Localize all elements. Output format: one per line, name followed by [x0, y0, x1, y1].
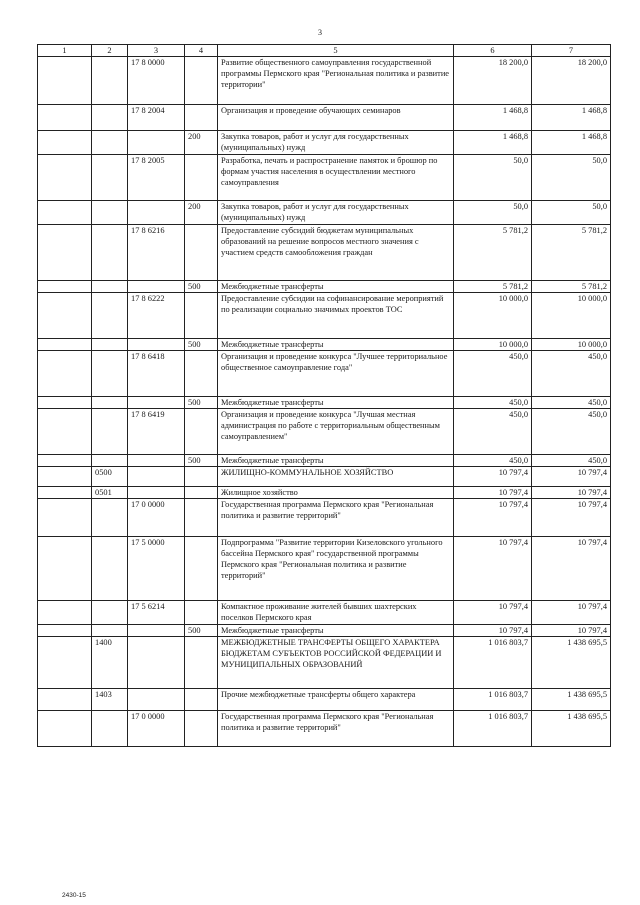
col-1-cell	[38, 409, 92, 455]
target-code-cell: 17 5 0000	[128, 537, 185, 601]
table-row	[38, 201, 611, 225]
col-1-cell	[38, 57, 92, 105]
table-row	[38, 57, 611, 105]
section-code-cell	[92, 201, 128, 225]
page-number: 3	[318, 28, 322, 37]
amount-2015-cell: 1 016 803,7	[454, 689, 532, 711]
table-row	[38, 637, 611, 689]
description-cell: Межбюджетные трансферты	[218, 339, 454, 351]
table-row	[38, 625, 611, 637]
col-1-cell	[38, 601, 92, 625]
section-code-cell	[92, 499, 128, 537]
description-cell: Организация и проведение обучающих семинаров	[218, 105, 454, 131]
section-code-cell	[92, 625, 128, 637]
col-1-cell	[38, 131, 92, 155]
section-code-cell	[92, 711, 128, 747]
table-row	[38, 105, 611, 131]
amount-2015-cell: 10 797,4	[454, 537, 532, 601]
header-col-4: 4	[185, 45, 218, 57]
amount-2016-cell: 10 797,4	[532, 537, 611, 601]
amount-2016-cell: 450,0	[532, 455, 611, 467]
section-code-cell	[92, 601, 128, 625]
amount-2016-cell: 1 468,8	[532, 131, 611, 155]
description-cell: ЖИЛИЩНО-КОММУНАЛЬНОЕ ХОЗЯЙСТВО	[218, 467, 454, 487]
amount-2016-cell: 10 797,4	[532, 467, 611, 487]
amount-2015-cell: 5 781,2	[454, 281, 532, 293]
header-col-2: 2	[92, 45, 128, 57]
target-code-cell	[128, 339, 185, 351]
amount-2015-cell: 5 781,2	[454, 225, 532, 281]
expense-type-cell	[185, 467, 218, 487]
expense-type-cell	[185, 351, 218, 397]
amount-2016-cell: 10 797,4	[532, 487, 611, 499]
col-1-cell	[38, 467, 92, 487]
amount-2015-cell: 450,0	[454, 409, 532, 455]
col-1-cell	[38, 397, 92, 409]
amount-2015-cell: 10 000,0	[454, 293, 532, 339]
section-code-cell	[92, 455, 128, 467]
amount-2015-cell: 1 016 803,7	[454, 637, 532, 689]
target-code-cell	[128, 487, 185, 499]
amount-2016-cell: 5 781,2	[532, 225, 611, 281]
target-code-cell	[128, 455, 185, 467]
table-row	[38, 467, 611, 487]
amount-2016-cell: 10 797,4	[532, 625, 611, 637]
section-code-cell	[92, 57, 128, 105]
description-cell: Закупка товаров, работ и услуг для государственных (муниципальных) нужд	[218, 131, 454, 155]
amount-2015-cell: 10 797,4	[454, 625, 532, 637]
expense-type-cell	[185, 293, 218, 339]
target-code-cell: 17 8 6216	[128, 225, 185, 281]
amount-2015-cell: 10 797,4	[454, 499, 532, 537]
target-code-cell: 17 0 0000	[128, 711, 185, 747]
section-code-cell	[92, 397, 128, 409]
expense-type-cell	[185, 409, 218, 455]
col-1-cell	[38, 339, 92, 351]
section-code-cell: 1400	[92, 637, 128, 689]
table-row	[38, 487, 611, 499]
amount-2015-cell: 10 797,4	[454, 487, 532, 499]
col-1-cell	[38, 625, 92, 637]
target-code-cell	[128, 689, 185, 711]
expense-type-cell	[185, 499, 218, 537]
expense-type-cell	[185, 537, 218, 601]
amount-2015-cell: 10 797,4	[454, 467, 532, 487]
section-code-cell	[92, 537, 128, 601]
col-1-cell	[38, 711, 92, 747]
col-1-cell	[38, 351, 92, 397]
description-cell: Предоставление субсидии на софинансирование мероприятий по реализации социально значимых проектов ТОС	[218, 293, 454, 339]
amount-2015-cell: 10 000,0	[454, 339, 532, 351]
amount-2015-cell: 1 016 803,7	[454, 711, 532, 747]
col-1-cell	[38, 487, 92, 499]
expense-type-cell	[185, 225, 218, 281]
description-cell: Межбюджетные трансферты	[218, 455, 454, 467]
description-cell: Межбюджетные трансферты	[218, 625, 454, 637]
section-code-cell	[92, 351, 128, 397]
target-code-cell	[128, 201, 185, 225]
table-row	[38, 601, 611, 625]
section-code-cell: 0501	[92, 487, 128, 499]
expense-type-cell: 500	[185, 455, 218, 467]
table-row	[38, 339, 611, 351]
amount-2016-cell: 10 797,4	[532, 601, 611, 625]
expense-type-cell	[185, 601, 218, 625]
description-cell: Государственная программа Пермского края "Региональная политика и развитие территорий"	[218, 499, 454, 537]
table-row	[38, 455, 611, 467]
target-code-cell	[128, 637, 185, 689]
target-code-cell: 17 8 2005	[128, 155, 185, 201]
amount-2016-cell: 1 438 695,5	[532, 689, 611, 711]
amount-2015-cell: 1 468,8	[454, 105, 532, 131]
table-row	[38, 537, 611, 601]
expense-type-cell: 200	[185, 131, 218, 155]
amount-2016-cell: 450,0	[532, 351, 611, 397]
header-col-7: 7	[532, 45, 611, 57]
description-cell: Прочие межбюджетные трансферты общего характера	[218, 689, 454, 711]
section-code-cell	[92, 155, 128, 201]
section-code-cell	[92, 293, 128, 339]
expense-type-cell: 500	[185, 397, 218, 409]
amount-2015-cell: 450,0	[454, 397, 532, 409]
amount-2016-cell: 5 781,2	[532, 281, 611, 293]
target-code-cell	[128, 131, 185, 155]
amount-2016-cell: 50,0	[532, 201, 611, 225]
amount-2016-cell: 18 200,0	[532, 57, 611, 105]
section-code-cell	[92, 409, 128, 455]
section-code-cell	[92, 281, 128, 293]
col-1-cell	[38, 537, 92, 601]
section-code-cell	[92, 105, 128, 131]
col-1-cell	[38, 499, 92, 537]
target-code-cell	[128, 625, 185, 637]
header-col-1: 1	[38, 45, 92, 57]
target-code-cell: 17 8 2004	[128, 105, 185, 131]
description-cell: МЕЖБЮДЖЕТНЫЕ ТРАНСФЕРТЫ ОБЩЕГО ХАРАКТЕРА БЮДЖЕТАМ СУБЪЕКТОВ РОССИЙСКОЙ ФЕДЕРАЦИИ И МУНИЦИПАЛЬНЫХ ОБРАЗОВАНИЙ	[218, 637, 454, 689]
description-cell: Межбюджетные трансферты	[218, 281, 454, 293]
amount-2015-cell: 450,0	[454, 351, 532, 397]
header-col-6: 6	[454, 45, 532, 57]
amount-2015-cell: 18 200,0	[454, 57, 532, 105]
budget-table	[37, 44, 611, 747]
description-cell: Государственная программа Пермского края "Региональная политика и развитие территорий"	[218, 711, 454, 747]
table-header-row	[38, 45, 611, 57]
section-code-cell	[92, 131, 128, 155]
amount-2016-cell: 1 438 695,5	[532, 711, 611, 747]
amount-2015-cell: 50,0	[454, 155, 532, 201]
amount-2016-cell: 10 000,0	[532, 339, 611, 351]
section-code-cell: 0500	[92, 467, 128, 487]
target-code-cell: 17 8 6222	[128, 293, 185, 339]
target-code-cell	[128, 467, 185, 487]
amount-2015-cell: 450,0	[454, 455, 532, 467]
table-row	[38, 397, 611, 409]
description-cell: Подпрограмма "Развитие территории Кизеловского угольного бассейна Пермского края" государственной программы Пермского края "Региональная политика и развитие территорий"	[218, 537, 454, 601]
expense-type-cell: 500	[185, 281, 218, 293]
description-cell: Развитие общественного самоуправления государственной программы Пермского края "Региональная политика и развитие территории"	[218, 57, 454, 105]
description-cell: Закупка товаров, работ и услуг для государственных (муниципальных) нужд	[218, 201, 454, 225]
col-1-cell	[38, 455, 92, 467]
section-code-cell: 1403	[92, 689, 128, 711]
target-code-cell	[128, 281, 185, 293]
col-1-cell	[38, 105, 92, 131]
amount-2016-cell: 10 797,4	[532, 499, 611, 537]
col-1-cell	[38, 201, 92, 225]
col-1-cell	[38, 225, 92, 281]
col-1-cell	[38, 293, 92, 339]
expense-type-cell	[185, 689, 218, 711]
col-1-cell	[38, 689, 92, 711]
expense-type-cell: 200	[185, 201, 218, 225]
table-row	[38, 155, 611, 201]
target-code-cell: 17 0 0000	[128, 499, 185, 537]
amount-2016-cell: 1 468,8	[532, 105, 611, 131]
description-cell: Жилищное хозяйство	[218, 487, 454, 499]
amount-2015-cell: 10 797,4	[454, 601, 532, 625]
expense-type-cell	[185, 487, 218, 499]
expense-type-cell	[185, 711, 218, 747]
table-row	[38, 131, 611, 155]
expense-type-cell	[185, 57, 218, 105]
expense-type-cell	[185, 637, 218, 689]
target-code-cell	[128, 397, 185, 409]
expense-type-cell: 500	[185, 339, 218, 351]
table-row	[38, 499, 611, 537]
header-col-5: 5	[218, 45, 454, 57]
expense-type-cell	[185, 155, 218, 201]
amount-2016-cell: 50,0	[532, 155, 611, 201]
section-code-cell	[92, 339, 128, 351]
description-cell: Компактное проживание жителей бывших шахтерских поселков Пермского края	[218, 601, 454, 625]
description-cell: Организация и проведение конкурса "Лучшая местная администрация по работе с территориальным общественным самоуправлением"	[218, 409, 454, 455]
target-code-cell: 17 8 0000	[128, 57, 185, 105]
table-row	[38, 689, 611, 711]
col-1-cell	[38, 281, 92, 293]
table-row	[38, 711, 611, 747]
description-cell: Разработка, печать и распространение памяток и брошюр по формам участия населения в осуществлении местного самоуправления	[218, 155, 454, 201]
description-cell: Межбюджетные трансферты	[218, 397, 454, 409]
table-row	[38, 409, 611, 455]
amount-2016-cell: 1 438 695,5	[532, 637, 611, 689]
description-cell: Предоставление субсидий бюджетам муниципальных образований на решение вопросов местного значения с участием средств самообложения граждан	[218, 225, 454, 281]
table-row	[38, 351, 611, 397]
col-1-cell	[38, 637, 92, 689]
target-code-cell: 17 5 6214	[128, 601, 185, 625]
expense-type-cell: 500	[185, 625, 218, 637]
header-col-3: 3	[128, 45, 185, 57]
amount-2016-cell: 450,0	[532, 397, 611, 409]
target-code-cell: 17 8 6418	[128, 351, 185, 397]
description-cell: Организация и проведение конкурса "Лучшее территориальное общественное самоуправление года"	[218, 351, 454, 397]
expense-type-cell	[185, 105, 218, 131]
table-row	[38, 225, 611, 281]
amount-2015-cell: 50,0	[454, 201, 532, 225]
amount-2016-cell: 450,0	[532, 409, 611, 455]
table-row	[38, 293, 611, 339]
amount-2015-cell: 1 468,8	[454, 131, 532, 155]
target-code-cell: 17 8 6419	[128, 409, 185, 455]
table-row	[38, 281, 611, 293]
col-1-cell	[38, 155, 92, 201]
footer-code: 2430-15	[62, 892, 86, 899]
section-code-cell	[92, 225, 128, 281]
amount-2016-cell: 10 000,0	[532, 293, 611, 339]
